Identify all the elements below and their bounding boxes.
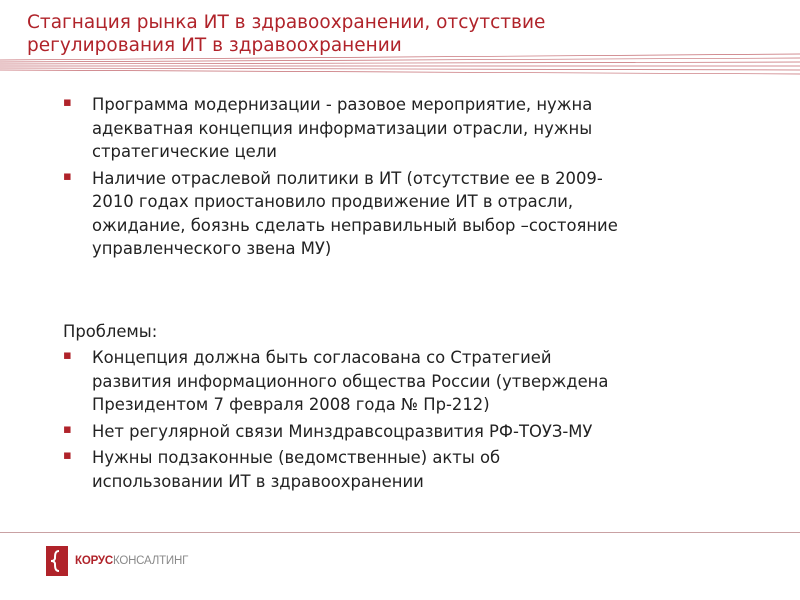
logo-text-part1: КОРУС	[75, 555, 113, 567]
bullet-text-line: адекватная концепция информатизации отрасли, нужны	[92, 118, 593, 138]
bullet-marker-icon: ▪	[63, 348, 72, 363]
logo-wordmark	[75, 555, 188, 567]
bullet-list-problems	[63, 346, 753, 493]
bullet-item	[63, 446, 753, 493]
bullet-item	[63, 346, 753, 417]
bullet-text-line: ожидание, боязнь сделать неправильный выбор –состояние	[92, 215, 618, 235]
bullet-text-line: использовании ИТ в здравоохранении	[92, 471, 424, 491]
bullet-text-line: Президентом 7 февраля 2008 года № Пр-212)	[92, 395, 490, 414]
bullet-marker-icon: ▪	[63, 421, 72, 437]
bullet-item	[63, 167, 753, 261]
bullet-text-line: Программа модернизации - разовое мероприятие, нужна	[92, 95, 593, 114]
bullet-text-line: Наличие отраслевой политики в ИТ (отсутствие ее в 2009-	[92, 168, 603, 188]
bullet-marker-icon: ▪	[63, 448, 72, 463]
bullet-marker-icon: ▪	[63, 95, 72, 110]
bullet-text-line: Концепция должна быть согласована со Стратегией	[92, 348, 552, 367]
bullet-text-line: 2010 годах приостановило продвижение ИТ в отрасли,	[92, 192, 574, 211]
slide-title	[27, 11, 767, 57]
bullet-marker-icon: ▪	[63, 168, 72, 184]
bullet-list-main	[63, 93, 753, 261]
bullet-text-line: Нет регулярной связи Минздравсоцразвития РФ-ТОУЗ-МУ	[92, 421, 593, 441]
slide-body	[63, 93, 753, 496]
slide-title-line-2: регулирования ИТ в здравоохранении	[27, 35, 402, 56]
logo-mark-icon	[46, 546, 68, 576]
problems-label: Проблемы:	[63, 321, 158, 341]
bullet-text-line: развития информационного общества России (утверждена	[92, 371, 609, 391]
logo-text-part2: КОНСАЛТИНГ	[112, 555, 189, 567]
slide-title-line-1: Стагнация рынка ИТ в здравоохранении, отсутствие	[27, 12, 546, 33]
bullet-item	[63, 420, 753, 444]
bullet-text-line: стратегические цели	[92, 142, 277, 161]
bullet-text-line: Нужны подзаконные (ведомственные) акты об	[92, 448, 501, 467]
footer-divider	[0, 532, 800, 533]
bullet-item	[63, 93, 753, 164]
bullet-text-line: управленческого звена МУ)	[92, 239, 332, 258]
